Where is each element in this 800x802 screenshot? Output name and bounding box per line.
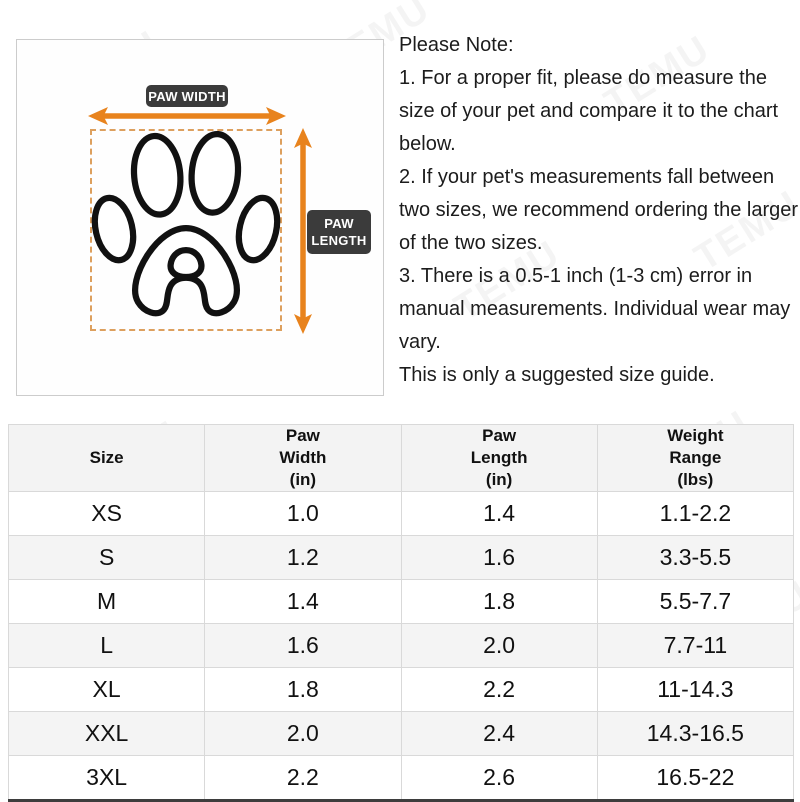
weight-cell: 3.3-5.5: [597, 536, 793, 580]
weight-cell: 7.7-11: [597, 624, 793, 668]
length-cell: 1.6: [401, 536, 597, 580]
size-chart-table: [8, 424, 794, 802]
length-cell: 2.0: [401, 624, 597, 668]
note-item-3: 3. There is a 0.5-1 inch (1-3 cm) error in manual measurements. Individual wear may vary.: [399, 265, 791, 353]
paw-length-badge-line2: LENGTH: [311, 233, 367, 248]
paw-width-badge: PAW WIDTH: [146, 85, 228, 107]
size-cell: L: [9, 624, 205, 668]
width-cell: 1.2: [205, 536, 401, 580]
header-line: Length: [470, 448, 528, 467]
table-row-m: [9, 580, 794, 624]
weight-cell: 5.5-7.7: [597, 580, 793, 624]
table-row-xs: [9, 492, 794, 536]
notes-title: Please Note:: [399, 34, 514, 56]
notes-section: [399, 29, 799, 392]
length-cell: 2.6: [401, 756, 597, 801]
size-cell: XS: [9, 492, 205, 536]
header-line: Paw: [482, 426, 517, 445]
width-cell: 1.4: [205, 580, 401, 624]
column-header-weight-range: [597, 425, 793, 492]
table-row-3xl: [9, 756, 794, 801]
column-header-size: [9, 425, 205, 492]
length-cell: 1.4: [401, 492, 597, 536]
length-cell: 2.4: [401, 712, 597, 756]
header-line: (in): [485, 470, 513, 489]
table-row-xl: [9, 668, 794, 712]
paw-length-badge-line1: PAW: [324, 216, 354, 231]
note-item-2: 2. If your pet's measurements fall between two sizes, we recommend ordering the larger of the two sizes.: [399, 166, 799, 254]
column-header-paw-length: [401, 425, 597, 492]
width-cell: 1.6: [205, 624, 401, 668]
table-row-s: [9, 536, 794, 580]
width-cell: 1.0: [205, 492, 401, 536]
size-cell: XXL: [9, 712, 205, 756]
header-line: Width: [279, 448, 327, 467]
size-cell: M: [9, 580, 205, 624]
header-line: Paw: [285, 426, 320, 445]
table-row-l: [9, 624, 794, 668]
paw-length-badge: [307, 210, 371, 254]
note-item-1: 1. For a proper fit, please do measure the size of your pet and compare it to the chart below.: [399, 67, 779, 155]
header-line: Weight: [667, 426, 724, 445]
header-line: (in): [289, 470, 317, 489]
header-row: [9, 425, 794, 492]
paw-measurement-card: [16, 39, 384, 396]
weight-cell: 11-14.3: [597, 668, 793, 712]
table-row-xxl: [9, 712, 794, 756]
notes-footer: This is only a suggested size guide.: [399, 364, 715, 386]
length-cell: 1.8: [401, 580, 597, 624]
header-line: Range: [669, 448, 722, 467]
length-cell: 2.2: [401, 668, 597, 712]
weight-cell: 1.1-2.2: [597, 492, 793, 536]
size-cell: XL: [9, 668, 205, 712]
size-cell: 3XL: [9, 756, 205, 801]
width-cell: 2.2: [205, 756, 401, 801]
paw-print-icon: [90, 129, 282, 331]
column-header-paw-width: [205, 425, 401, 492]
width-cell: 1.8: [205, 668, 401, 712]
size-cell: S: [9, 536, 205, 580]
header-line: (lbs): [677, 470, 714, 489]
paw-width-arrow-icon: [88, 105, 286, 127]
weight-cell: 16.5-22: [597, 756, 793, 801]
header-line: Size: [89, 448, 124, 467]
weight-cell: 14.3-16.5: [597, 712, 793, 756]
width-cell: 2.0: [205, 712, 401, 756]
